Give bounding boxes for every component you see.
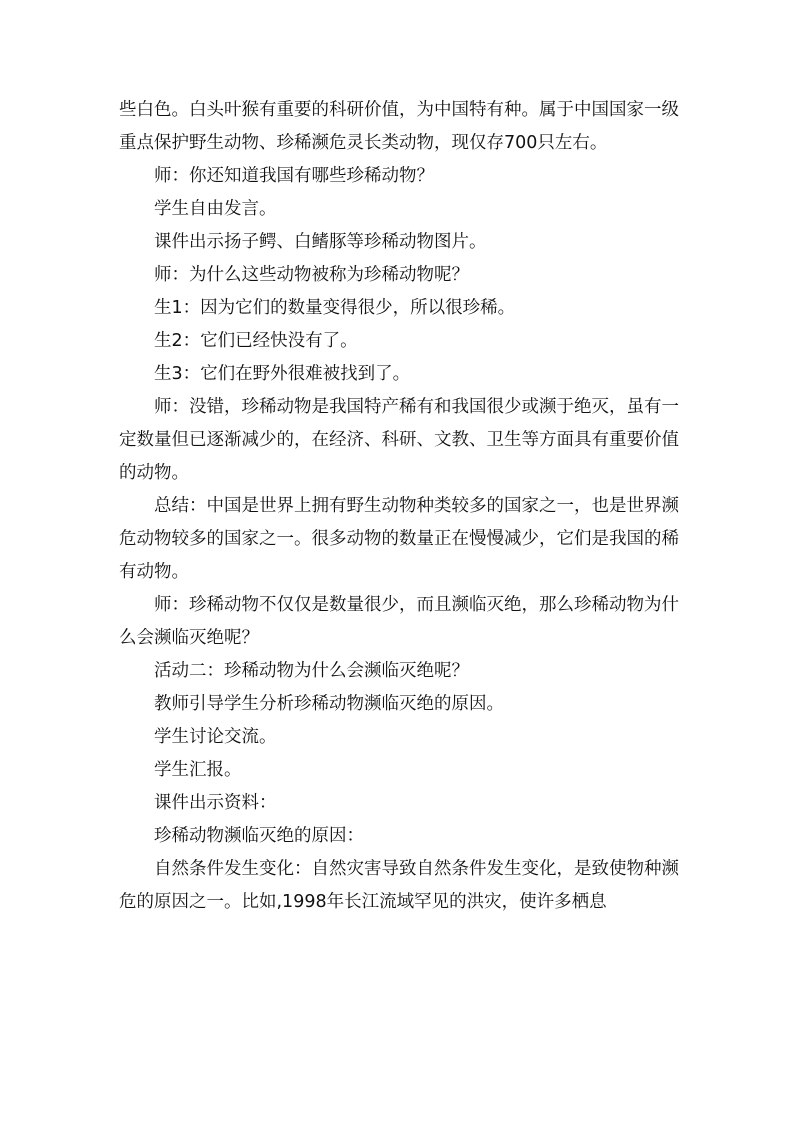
- paragraph-teacher-question: 师：你还知道我国有哪些珍稀动物？: [154, 166, 434, 186]
- paragraph-reasons-heading: 珍稀动物濒临灭绝的原因：: [154, 826, 364, 846]
- paragraph-student-speak: 学生自由发言。: [154, 199, 277, 219]
- paragraph-student-discuss: 学生讨论交流。: [154, 727, 277, 747]
- paragraph-teacher-transition: 师：珍稀动物不仅仅是数量很少，而且濒临灭绝，那么珍稀动物为什么会濒临灭绝呢？: [119, 595, 679, 648]
- paragraph-student-2: 生2：它们已经快没有了。: [154, 331, 358, 351]
- paragraph-teacher-definition: 师：没错，珍稀动物是我国特产稀有和我国很少或濒于绝灭，虽有一定数量但已逐渐减少的，在经济、科研、文教、卫生等方面具有重要价值的动物。: [119, 397, 679, 483]
- paragraph-courseware-images: 课件出示扬子鳄、白鳍豚等珍稀动物图片。: [154, 232, 487, 252]
- paragraph-activity-two: 活动二：珍稀动物为什么会濒临灭绝呢？: [154, 661, 469, 681]
- paragraph-student-1: 生1：因为它们的数量变得很少，所以很珍稀。: [154, 298, 516, 318]
- paragraph-courseware-material: 课件出示资料：: [154, 793, 277, 813]
- paragraph-teacher-why: 师：为什么这些动物被称为珍稀动物呢？: [154, 265, 469, 285]
- paragraph-teacher-guide: 教师引导学生分析珍稀动物濒临灭绝的原因。: [154, 694, 504, 714]
- paragraph-student-3: 生3：它们在野外很难被找到了。: [154, 364, 411, 384]
- paragraph-continuation: 些白色。白头叶猴有重要的科研价值，为中国特有种。属于中国国家一级重点保护野生动物、珍稀濒危灵长类动物，现仅存700只左右。: [119, 100, 679, 153]
- document-body: [119, 94, 679, 919]
- paragraph-summary: 总结：中国是世界上拥有野生动物种类较多的国家之一，也是世界濒危动物较多的国家之一。很多动物的数量正在慢慢减少，它们是我国的稀有动物。: [119, 496, 679, 582]
- paragraph-natural-conditions: 自然条件发生变化：自然灾害导致自然条件发生变化，是致使物种濒危的原因之一。比如,1998年长江流域罕见的洪灾，使许多栖息: [119, 859, 679, 912]
- paragraph-student-report: 学生汇报。: [154, 760, 242, 780]
